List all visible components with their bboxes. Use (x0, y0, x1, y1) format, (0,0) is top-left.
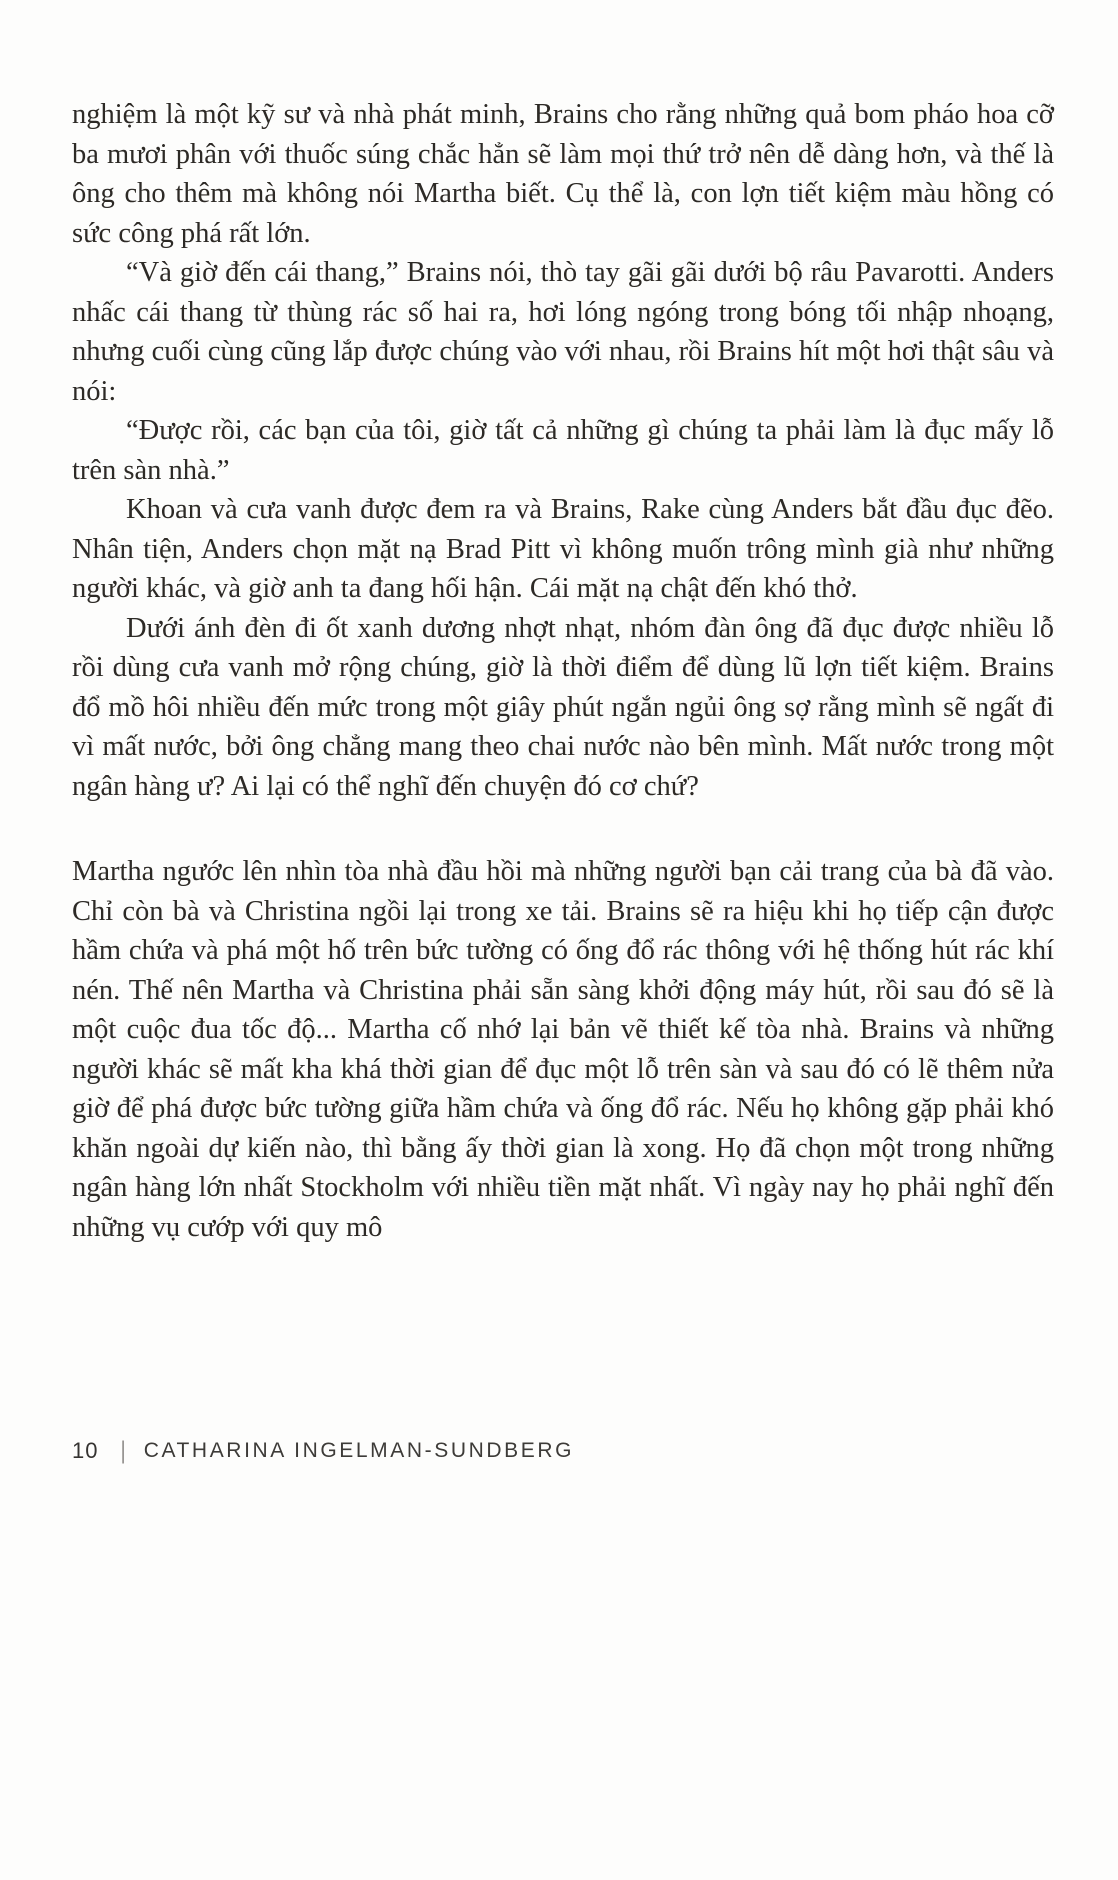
paragraph: “Được rồi, các bạn của tôi, giờ tất cả những gì chúng ta phải làm là đục mấy lỗ trên sàn nhà.” (72, 415, 1054, 486)
page-number: 10 (72, 1438, 99, 1463)
paragraph: “Và giờ đến cái thang,” Brains nói, thò tay gãi gãi dưới bộ râu Pavarotti. Anders nhấc cái thang từ thùng rác số hai ra, hơi lóng ngóng trong bóng tối nhập nhoạng, nhưng cuối cùng cũng lắp được chúng vào với nhau, rồi Brains hít một hơi thật sâu và nói: (72, 257, 1054, 407)
paragraph: Dưới ánh đèn đi ốt xanh dương nhợt nhạt, nhóm đàn ông đã đục được nhiều lỗ rồi dùng cưa vanh mở rộng chúng, giờ là thời điểm để dùng lũ lợn tiết kiệm. Brains đổ mồ hôi nhiều đến mức trong một giây phút ngắn ngủi ông sợ rằng mình sẽ ngất đi vì mất nước, bởi ông chẳng mang theo chai nước nào bên mình. Mất nước trong một ngân hàng ư? Ai lại có thể nghĩ đến chuyện đó cơ chứ? (72, 612, 1054, 802)
running-footer-author: CATHARINA INGELMAN-SUNDBERG (143, 1439, 575, 1462)
paragraph: Khoan và cưa vanh được đem ra và Brains, Rake cùng Anders bắt đầu đục đẽo. Nhân tiện, Anders chọn mặt nạ Brad Pitt vì không muốn trông mình già như những người khác, và giờ anh ta đang hối hận. Cái mặt nạ chật đến khó thở. (72, 494, 1054, 604)
paragraph: Martha ngước lên nhìn tòa nhà đầu hồi mà những người bạn cải trang của bà đã vào. Chỉ còn bà và Christina ngồi lại trong xe tải. Brains sẽ ra hiệu khi họ tiếp cận được hầm chứa và phá một hố trên bức tường có ống đổ rác thông với hệ thống hút rác khí nén. Thế nên Martha và Christina phải sẵn sàng khởi động máy hút, rồi sau đó sẽ là một cuộc đua tốc độ... Martha cố nhớ lại bản vẽ thiết kế tòa nhà. Brains và những người khác sẽ mất kha khá thời gian để đục một lỗ trên sàn và sau đó có lẽ thêm nửa giờ để phá được bức tường giữa hầm chứa và ống đổ rác. Nếu họ không gặp phải khó khăn ngoài dự kiến nào, thì bằng ấy thời gian là xong. Họ đã chọn một trong những ngân hàng lớn nhất Stockholm với nhiều tiền mặt nhất. Vì ngày nay họ phải nghĩ đến những vụ cướp với quy mô (72, 856, 1054, 1243)
page-footer (72, 1438, 574, 1464)
footer-separator: | (120, 1436, 126, 1465)
page-body-text (72, 95, 1054, 1247)
paragraph: nghiệm là một kỹ sư và nhà phát minh, Brains cho rằng những quả bom pháo hoa cỡ ba mươi phân với thuốc súng chắc hẳn sẽ làm mọi thứ trở nên dễ dàng hơn, và thế là ông cho thêm mà không nói Martha biết. Cụ thể là, con lợn tiết kiệm màu hồng có sức công phá rất lớn. (72, 99, 1054, 249)
